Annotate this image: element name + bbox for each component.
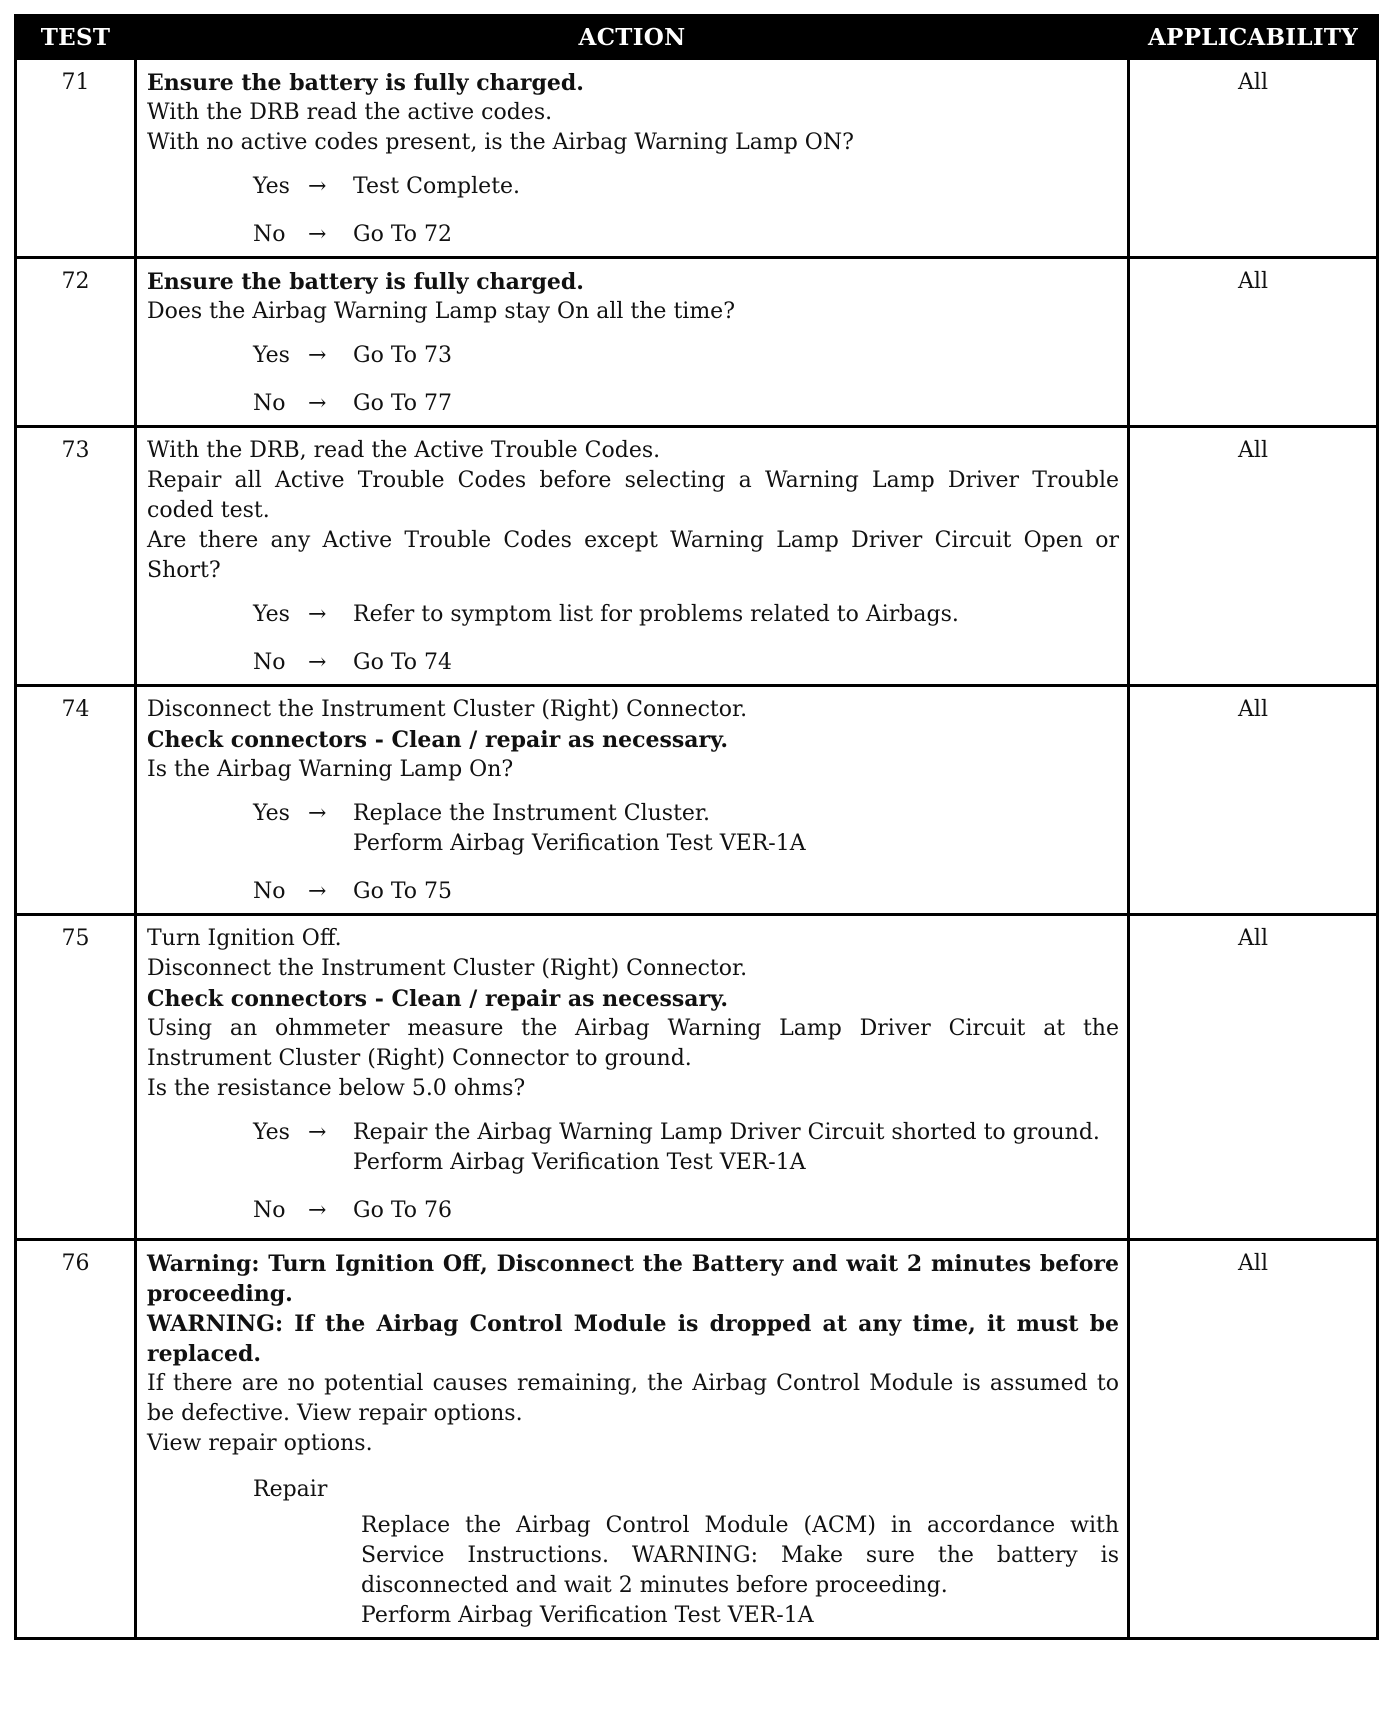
answer-result <box>353 389 1119 419</box>
action-instruction: If there are no potential causes remaining, the Airbag Control Module is assumed to be defective. View repair options. <box>147 1371 1119 1426</box>
answer-result <box>353 341 1119 371</box>
applicability-value: All <box>1129 1240 1378 1639</box>
action-instruction: Does the Airbag Warning Lamp stay On all the time? <box>147 299 735 324</box>
answer-option <box>253 341 1119 371</box>
action-instruction: Are there any Active Trouble Codes except Warning Lamp Driver Circuit Open or Short? <box>147 528 1119 583</box>
answer-label: No <box>253 879 286 904</box>
action-instruction: Disconnect the Instrument Cluster (Right) Connector. <box>147 697 748 722</box>
arrow-right-icon: → <box>308 879 327 904</box>
answer-result <box>353 1196 1119 1226</box>
test-number: 73 <box>16 427 136 686</box>
answer-option <box>253 600 1119 630</box>
answer-result <box>353 600 1119 630</box>
applicability-value: All <box>1129 427 1378 686</box>
answer-result-line: Test Complete. <box>353 174 521 199</box>
table-row <box>16 1240 1378 1639</box>
action-instruction: Disconnect the Instrument Cluster (Right) Connector. <box>147 956 748 981</box>
answer-label: Yes <box>253 801 290 826</box>
table-row <box>16 59 1378 258</box>
answer-result-line: Perform Airbag Verification Test VER-1A <box>353 1150 806 1175</box>
answer-result-line: Go To 73 <box>353 343 453 368</box>
answer-result-line: Go To 76 <box>353 1198 453 1223</box>
header-applicability: APPLICABILITY <box>1129 16 1378 59</box>
answer-result-line: Go To 75 <box>353 879 453 904</box>
test-number: 74 <box>16 686 136 915</box>
action-instruction: View repair options. <box>147 1431 373 1456</box>
answer-result-line: Go To 74 <box>353 650 453 675</box>
answer-label: No <box>253 1198 286 1223</box>
test-number: 75 <box>16 915 136 1240</box>
answer-result <box>353 877 1119 907</box>
table-row <box>16 258 1378 427</box>
applicability-value: All <box>1129 915 1378 1240</box>
action-instruction: With the DRB, read the Active Trouble Codes. <box>147 438 661 463</box>
action-cell <box>136 686 1129 915</box>
arrow-right-icon: → <box>308 801 327 826</box>
header-test: TEST <box>16 16 136 59</box>
table-row <box>16 427 1378 686</box>
action-cell <box>136 427 1129 686</box>
answer-options <box>253 600 1119 678</box>
answer-options <box>253 172 1119 250</box>
answer-result-line: Perform Airbag Verification Test VER-1A <box>353 831 806 856</box>
repair-label: Repair <box>253 1477 328 1502</box>
repair-instructions <box>361 1511 1119 1631</box>
header-row <box>16 16 1378 59</box>
answer-option <box>253 1118 1119 1178</box>
table-row <box>16 915 1378 1240</box>
answer-label: No <box>253 222 286 247</box>
action-instruction-bold: Check connectors - Clean / repair as necessary. <box>147 986 729 1012</box>
header-action: ACTION <box>136 16 1129 59</box>
action-instruction: Repair all Active Trouble Codes before selecting a Warning Lamp Driver Trouble coded test. <box>147 468 1119 523</box>
applicability-value: All <box>1129 258 1378 427</box>
answer-option <box>253 172 1119 202</box>
answer-result <box>353 172 1119 202</box>
repair-line: Replace the Airbag Control Module (ACM) in accordance with Service Instructions. WARNING: Make sure the battery is disconnected and wait 2 minutes before proceeding. <box>361 1513 1119 1598</box>
action-cell <box>136 59 1129 258</box>
repair-line: Perform Airbag Verification Test VER-1A <box>361 1603 814 1628</box>
answer-option <box>253 877 1119 907</box>
answer-options <box>253 1118 1119 1226</box>
answer-option <box>253 648 1119 678</box>
answer-result-line: Replace the Instrument Cluster. <box>353 801 711 826</box>
answer-result <box>353 799 1119 859</box>
action-instruction-bold: Ensure the battery is fully charged. <box>147 269 584 295</box>
action-instruction: Using an ohmmeter measure the Airbag Warning Lamp Driver Circuit at the Instrument Cluster (Right) Connector to ground. <box>147 1016 1119 1071</box>
arrow-right-icon: → <box>308 391 327 416</box>
answer-result-line: Go To 77 <box>353 391 453 416</box>
table-row <box>16 686 1378 915</box>
action-instruction: Is the Airbag Warning Lamp On? <box>147 757 514 782</box>
action-instruction: Turn Ignition Off. <box>147 926 342 951</box>
answer-result-line: Go To 72 <box>353 222 453 247</box>
answer-options <box>253 341 1119 419</box>
answer-option <box>253 799 1119 859</box>
arrow-right-icon: → <box>308 174 327 199</box>
answer-option <box>253 220 1119 250</box>
action-cell <box>136 258 1129 427</box>
diagnostic-table <box>14 14 1379 1640</box>
answer-result <box>353 648 1119 678</box>
answer-options <box>253 799 1119 907</box>
action-instruction-bold: Warning: Turn Ignition Off, Disconnect the Battery and wait 2 minutes before proceeding. <box>147 1251 1119 1307</box>
arrow-right-icon: → <box>308 1198 327 1223</box>
arrow-right-icon: → <box>308 602 327 627</box>
action-cell <box>136 915 1129 1240</box>
answer-result <box>353 220 1119 250</box>
action-cell <box>136 1240 1129 1639</box>
answer-result-line: Refer to symptom list for problems related to Airbags. <box>353 602 959 627</box>
answer-label: Yes <box>253 602 290 627</box>
test-number: 76 <box>16 1240 136 1639</box>
action-instruction: With no active codes present, is the Airbag Warning Lamp ON? <box>147 130 854 155</box>
answer-option <box>253 389 1119 419</box>
table-body <box>16 59 1378 1639</box>
answer-label: Yes <box>253 343 290 368</box>
action-instruction: With the DRB read the active codes. <box>147 100 553 125</box>
action-instruction-bold: WARNING: If the Airbag Control Module is dropped at any time, it must be replaced. <box>147 1311 1119 1367</box>
applicability-value: All <box>1129 59 1378 258</box>
answer-label: Yes <box>253 1120 290 1145</box>
arrow-right-icon: → <box>308 222 327 247</box>
applicability-value: All <box>1129 686 1378 915</box>
arrow-right-icon: → <box>308 343 327 368</box>
answer-label: No <box>253 391 286 416</box>
answer-result-line: Repair the Airbag Warning Lamp Driver Circuit shorted to ground. <box>353 1120 1100 1145</box>
answer-label: No <box>253 650 286 675</box>
action-instruction-bold: Ensure the battery is fully charged. <box>147 70 584 96</box>
action-instruction: Is the resistance below 5.0 ohms? <box>147 1076 526 1101</box>
repair-section <box>253 1475 1119 1631</box>
arrow-right-icon: → <box>308 650 327 675</box>
test-number: 71 <box>16 59 136 258</box>
test-number: 72 <box>16 258 136 427</box>
procedure-document <box>14 14 1376 1640</box>
arrow-right-icon: → <box>308 1120 327 1145</box>
answer-result <box>353 1118 1119 1178</box>
action-instruction-bold: Check connectors - Clean / repair as necessary. <box>147 727 729 753</box>
answer-label: Yes <box>253 174 290 199</box>
answer-option <box>253 1196 1119 1226</box>
